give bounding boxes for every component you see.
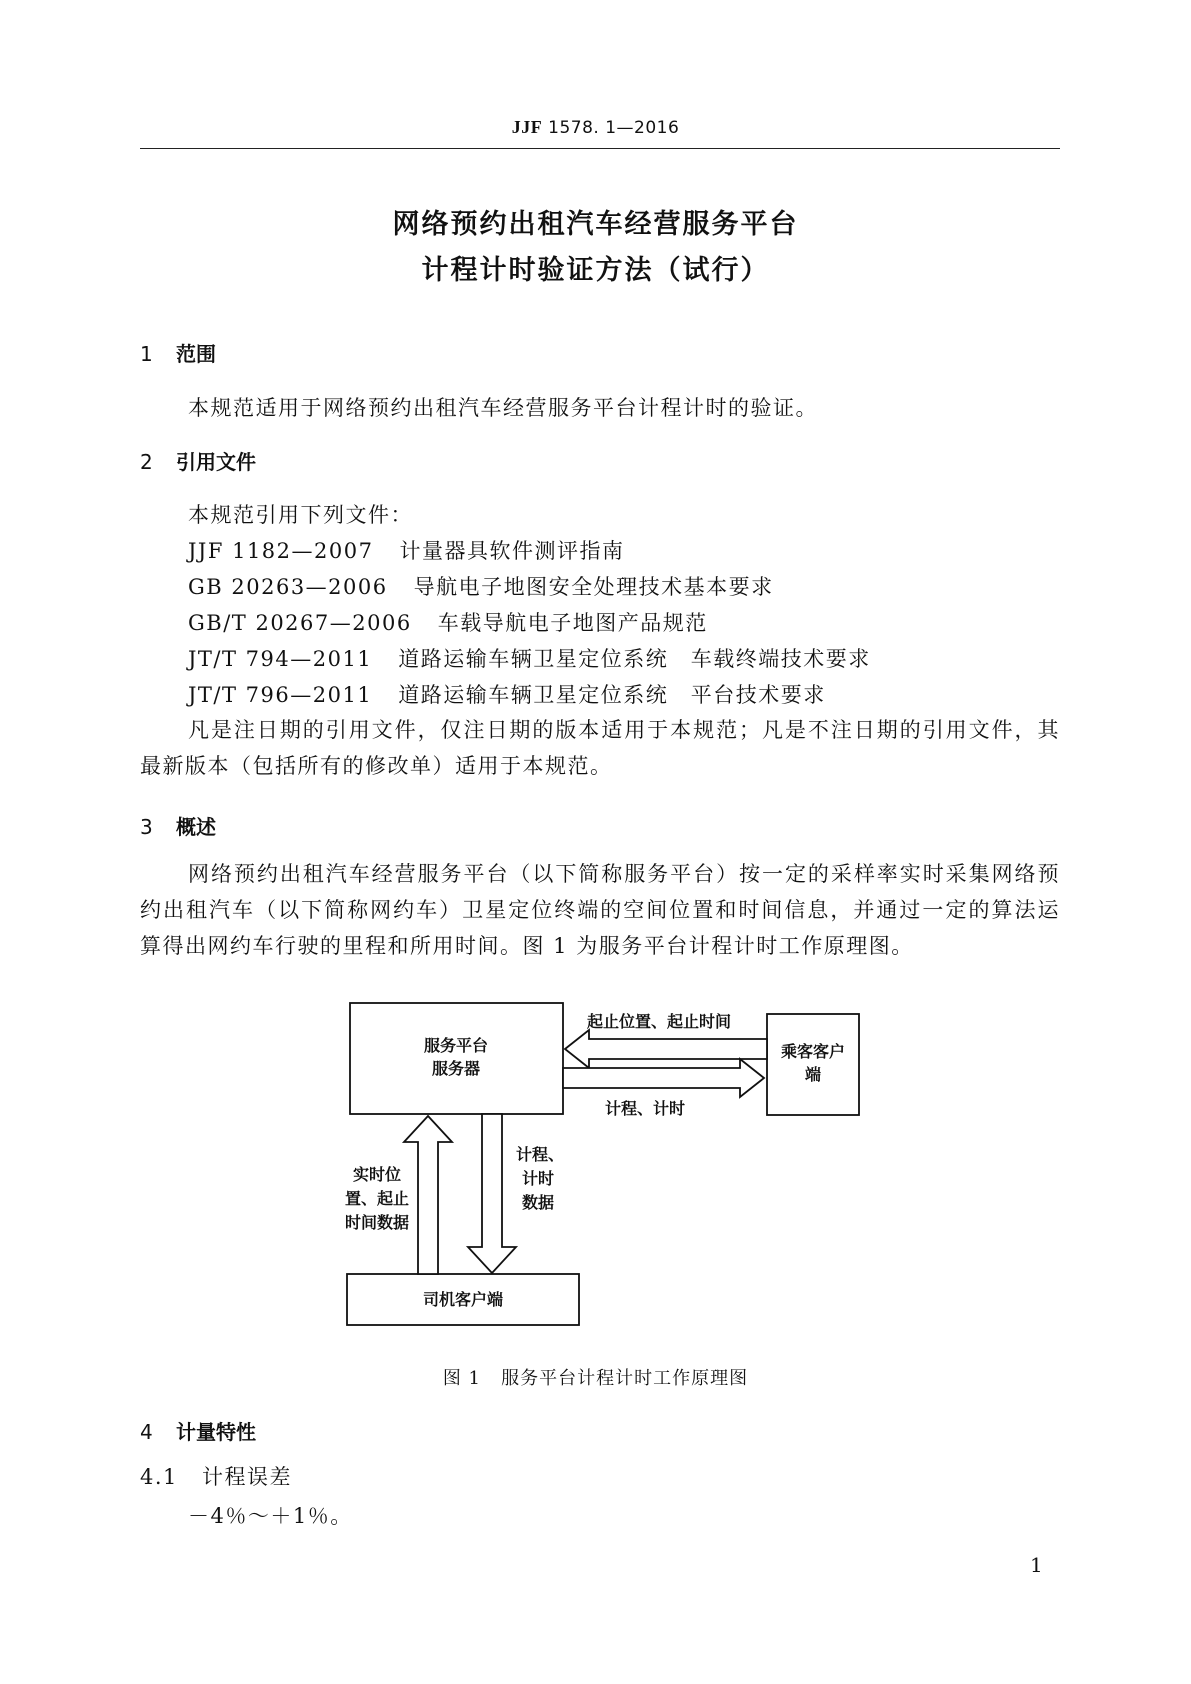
section-4-1-value: －4％～＋1％。 <box>188 1504 353 1528</box>
server-label-1: 服务平台 <box>423 1036 489 1055</box>
reference-name: 导航电子地图安全处理技术基本要求 <box>413 575 774 599</box>
page-number: 1 <box>1030 1553 1043 1577</box>
section-3-title: 概述 <box>176 815 216 839</box>
section-2-intro: 本规范引用下列文件： <box>188 503 413 527</box>
reference-name: 计量器具软件测评指南 <box>399 539 625 563</box>
arrow-to-passenger <box>563 1059 764 1097</box>
arrow-bottom-label: 计程、计时 <box>604 1099 686 1118</box>
section-1-title: 范围 <box>176 342 216 366</box>
section-4-title: 计量特性 <box>176 1420 256 1444</box>
arrow-to-server <box>565 1030 767 1068</box>
reference-name: 车载导航电子地图产品规范 <box>437 611 708 635</box>
reference-code: GB/T 20267—2006 <box>188 611 412 635</box>
server-label-2: 服务器 <box>431 1059 481 1078</box>
reference-name: 道路运输车辆卫星定位系统 平台技术要求 <box>398 683 826 707</box>
down-label-2: 计时 <box>521 1169 555 1188</box>
caption-text: 服务平台计程计时工作原理图 <box>501 1368 749 1389</box>
up-label-3: 时间数据 <box>344 1213 410 1232</box>
section-4-heading <box>140 1416 256 1445</box>
passenger-label-2: 端 <box>804 1065 822 1084</box>
arrow-up-to-server <box>404 1116 452 1274</box>
reference-code: GB 20263—2006 <box>188 575 388 599</box>
down-label-1: 计程、 <box>515 1145 565 1164</box>
arrow-down-to-driver <box>468 1114 516 1273</box>
reference-code: JT/T 794—2011 <box>188 647 373 671</box>
passenger-label-1: 乘客客户 <box>780 1042 846 1061</box>
reference-code: JJF 1182—2007 <box>188 539 374 563</box>
figure-1-caption <box>0 1364 1191 1390</box>
section-1-number: 1 <box>140 342 153 366</box>
section-2-title: 引用文件 <box>176 450 256 474</box>
down-label-3: 数据 <box>521 1193 555 1212</box>
title-line-2: 计程计时验证方法（试行） <box>421 255 770 286</box>
section-4-1-heading <box>140 1463 1060 1491</box>
section-2-note: 凡是注日期的引用文件，仅注日期的版本适用于本规范；凡是不注日期的引用文件，其最新版本（包括所有的修改单）适用于本规范。 <box>140 718 1060 778</box>
title-line-1: 网络预约出租汽车经营服务平台 <box>392 209 799 240</box>
up-label-1: 实时位 <box>352 1165 402 1184</box>
caption-label: 图 1 <box>442 1368 481 1389</box>
driver-label: 司机客户端 <box>422 1290 504 1309</box>
section-3-body: 网络预约出租汽车经营服务平台（以下简称服务平台）按一定的采样率实时采集网络预约出租汽车（以下简称网约车）卫星定位终端的空间位置和时间信息，并通过一定的算法运算得出网约车行驶的里程和所用时间。图 1 为服务平台计程计时工作原理图。 <box>140 862 1060 958</box>
section-2-number: 2 <box>140 450 153 474</box>
up-label-2: 置、起止 <box>344 1189 410 1208</box>
section-1-body: 本规范适用于网络预约出租汽车经营服务平台计程计时的验证。 <box>188 396 818 420</box>
reference-name: 道路运输车辆卫星定位系统 车载终端技术要求 <box>398 647 871 671</box>
arrow-top-label: 起止位置、起止时间 <box>586 1012 732 1031</box>
section-4-1-number: 4.1 <box>140 1465 178 1489</box>
section-4-number: 4 <box>140 1420 153 1444</box>
header-code-prefix: JJF <box>511 117 543 137</box>
header-code-rest: 1578. 1—2016 <box>542 118 680 138</box>
section-3-number: 3 <box>140 815 153 839</box>
reference-code: JT/T 796—2011 <box>188 683 373 707</box>
section-4-1-title: 计程误差 <box>202 1465 292 1489</box>
